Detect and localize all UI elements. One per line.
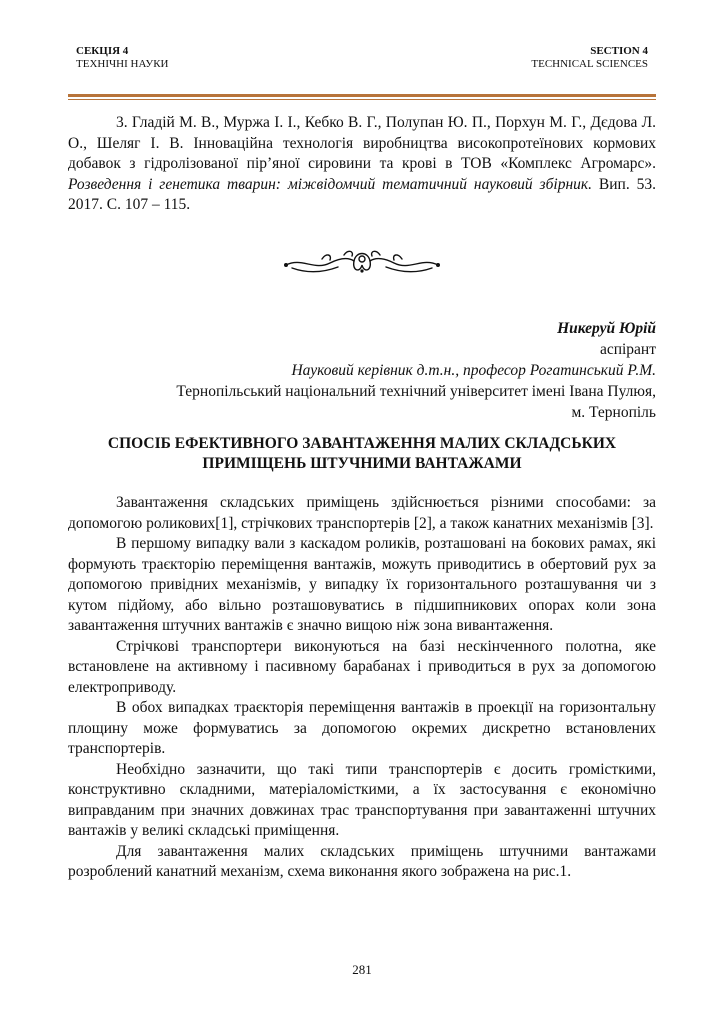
paragraph: Завантаження складських приміщень здійснюється різними способами: за допомогою роликових[1], стрічкових транспортерів [2], а також канатних механізмів [3]. bbox=[68, 494, 656, 532]
article-title bbox=[68, 434, 656, 474]
article-body bbox=[68, 493, 656, 883]
reference-journal: Розведення і генетика тварин: міжвідомчий тематичний науковий збірник. bbox=[68, 175, 593, 193]
author-role: аспірант bbox=[599, 341, 656, 358]
paragraph: Стрічкові транспортери виконуються на базі нескінченного полотна, яке встановлене на активному і пасивному барабанах і приводиться в рух за допомогою електроприводу. bbox=[68, 637, 656, 696]
paragraph: Для завантаження малих складських приміщень штучними вантажами розроблений канатний механізм, схема виконання якого зображена на рис.1. bbox=[68, 842, 656, 880]
author-supervisor: Науковий керівник д.т.н., професор Рогатинський Р.М. bbox=[291, 362, 656, 379]
reference-plain: 3. Гладій М. В., Муржа І. І., Кебко В. Г., Полупан Ю. П., Порхун М. Г., Дєдова Л. О., Шеляг І. В. Інноваційна технологія виробництва високопротеїнових кормових добавок з гідролізованої пір’яної сировини та крові в ТОВ «Комплекс Агромарс». bbox=[68, 114, 656, 172]
header-left bbox=[76, 45, 169, 71]
paragraph: Необхідно зазначити, що такі типи транспортерів є досить громісткими, конструктивно складними, матеріаломісткими, а їх застосування є економічно виправданим при значних довжинах трас транспортування при завантаженні штучних вантажів у великі складські приміщення. bbox=[68, 760, 656, 839]
author-university: Тернопільський національний технічний університет імені Івана Пулюя, bbox=[176, 383, 656, 400]
author-city: м. Тернопіль bbox=[571, 404, 656, 421]
header-subject-en: TECHNICAL SCIENCES bbox=[531, 58, 648, 70]
header-subject-ua: ТЕХНІЧНІ НАУКИ bbox=[76, 58, 169, 70]
author-block bbox=[68, 318, 656, 423]
paragraph: В першому випадку вали з каскадом роликів, розташовані на бокових рамах, які формують траєкторію переміщення вантажів, можуть приводитись в обертовий рух за допомогою привідних механізмів, у випадку їх горизонтального розташування чи з кутом підйому, або вільно розташовуватись в підшипникових опорах коли зона завантаження штучних вантажів є значно вищою ніж зона вивантаження. bbox=[68, 535, 656, 634]
paragraph: В обох випадках траєкторія переміщення вантажів в проекції на горизонтальну площину може формуватись за допомогою окремих дискретно встановлених транспортерів. bbox=[68, 699, 656, 757]
page-number: 281 bbox=[352, 962, 372, 977]
header-section-ua: СЕКЦІЯ 4 bbox=[76, 45, 129, 57]
header-section-en: SECTION 4 bbox=[590, 45, 648, 57]
header-right bbox=[531, 45, 648, 71]
header-rule-thick bbox=[68, 94, 656, 97]
reference-tail: Вип. 53. 2017. С. 107 – 115. bbox=[68, 175, 656, 213]
ornament-divider-icon bbox=[282, 241, 442, 281]
article-title-line-2: ПРИМІЩЕНЬ ШТУЧНИМИ ВАНТАЖАМИ bbox=[202, 455, 522, 472]
header-rule-thin bbox=[68, 99, 656, 100]
author-name: Никеруй Юрій bbox=[557, 320, 656, 337]
article-title-line-1: СПОСІБ ЕФЕКТИВНОГО ЗАВАНТАЖЕННЯ МАЛИХ СКЛАДСЬКИХ bbox=[107, 435, 617, 452]
reference-entry bbox=[68, 113, 656, 216]
